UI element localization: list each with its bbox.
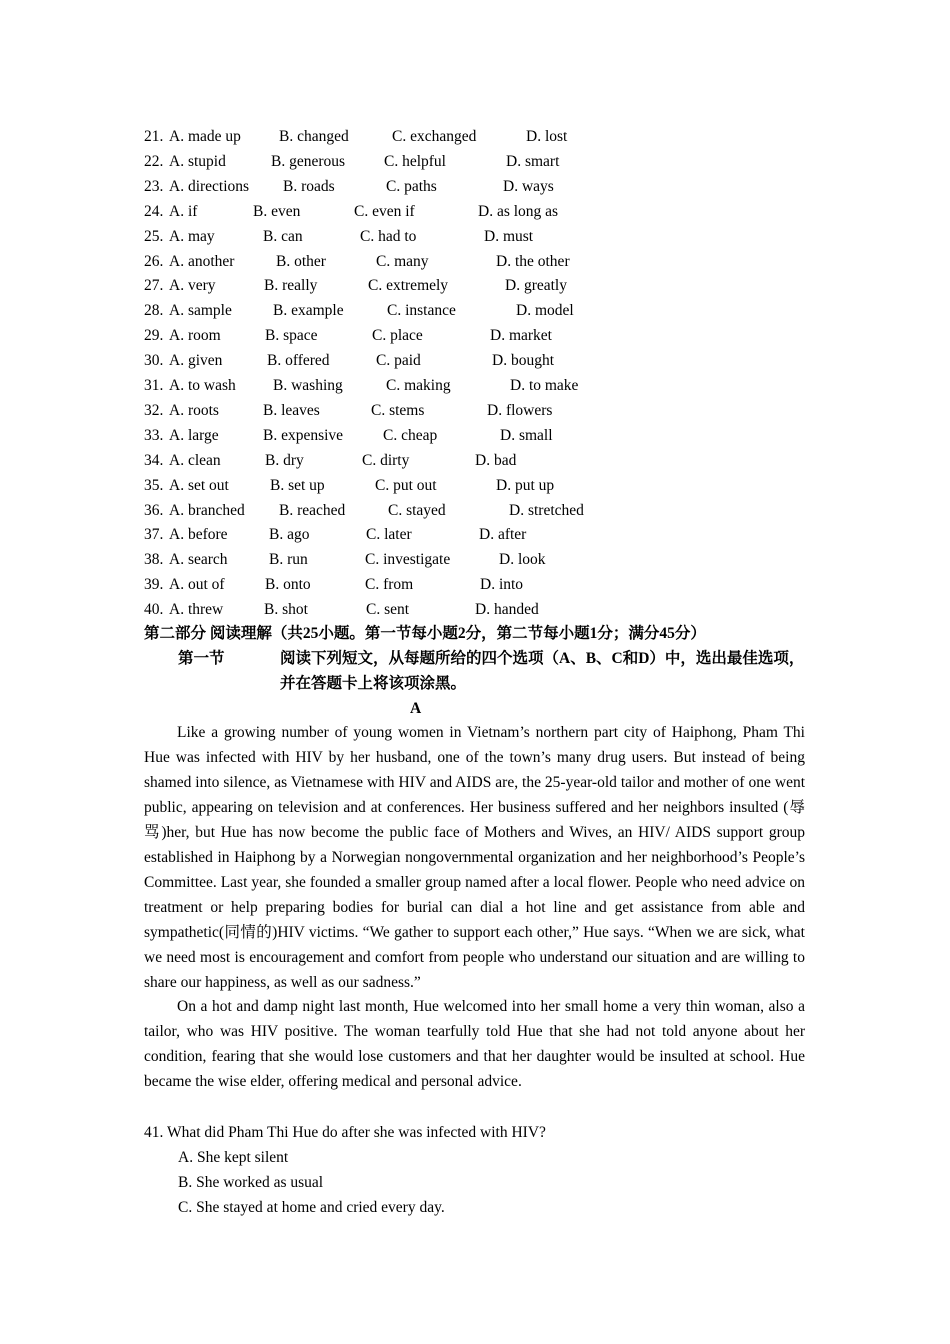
cloze-number: 30.: [144, 352, 164, 370]
cloze-option-d: D. as long as: [478, 202, 559, 220]
part2-heading: 第二部分 阅读理解（共25小题。第一节每小题2分，第二节每小题1分；满分45分）: [144, 625, 706, 642]
cloze-option-a: A. given: [169, 352, 223, 370]
cloze-option-c: C. place: [372, 327, 423, 345]
cloze-number: 27.: [144, 277, 164, 295]
cloze-number: 23.: [144, 177, 164, 195]
section1-instruction-line1: 阅读下列短文，从每题所给的四个选项（A、B、C和D）中，选出最佳选项，: [280, 650, 805, 667]
cloze-option-a: A. roots: [169, 401, 219, 419]
question-41-option-b: B. She worked as usual: [178, 1174, 324, 1191]
section1-instruction-line2: 并在答题卡上将该项涂黑。: [280, 675, 467, 692]
cloze-option-d: D. small: [500, 426, 553, 444]
cloze-number: 21.: [144, 128, 164, 145]
cloze-option-d: D. smart: [506, 152, 560, 170]
cloze-option-b: B. roads: [283, 177, 335, 195]
cloze-option-c: C. exchanged: [392, 128, 477, 145]
cloze-option-d: D. greatly: [505, 277, 567, 295]
cloze-number: 22.: [144, 152, 164, 170]
cloze-option-d: D. bought: [492, 352, 554, 370]
cloze-option-c: C. sent: [366, 601, 410, 619]
section1-label: 第一节: [178, 650, 225, 667]
cloze-option-b: B. onto: [265, 576, 311, 594]
question-41-option-c: C. She stayed at home and cried every day.: [178, 1199, 445, 1216]
cloze-option-c: C. many: [376, 252, 429, 270]
cloze-number: 36.: [144, 501, 164, 519]
cloze-option-a: A. if: [169, 202, 198, 220]
cloze-option-c: C. even if: [354, 202, 415, 220]
cloze-option-a: A. large: [169, 426, 219, 444]
cloze-option-d: D. after: [479, 526, 527, 544]
cloze-option-a: A. out of: [169, 576, 225, 594]
cloze-option-b: B. dry: [265, 451, 304, 469]
cloze-option-a: A. before: [169, 526, 228, 544]
cloze-option-b: B. offered: [267, 352, 330, 370]
cloze-option-b: B. washing: [273, 377, 343, 394]
cloze-number: 24.: [144, 202, 164, 220]
cloze-number: 34.: [144, 451, 164, 469]
cloze-option-d: D. look: [499, 551, 546, 569]
cloze-option-d: D. to make: [510, 377, 579, 394]
cloze-option-c: C. cheap: [383, 426, 438, 444]
cloze-option-b: B. shot: [264, 601, 308, 619]
cloze-option-d: D. bad: [475, 451, 517, 469]
cloze-option-b: B. really: [264, 277, 318, 295]
cloze-option-b: B. set up: [270, 476, 325, 494]
cloze-option-d: D. put up: [496, 476, 555, 494]
cloze-option-d: D. lost: [526, 128, 568, 145]
passage-paragraph-1: Like a growing number of young women in Vietnam’s northern part city of Haiphong, Pham Thi Hue was infected with HIV by her husband, one of the town’s many drug users. But instead of being shamed into silence, as Vietnamese with HIV and AIDS are, the 25-year-old tailor and mother of one went public, appearing on television and at conferences. Her business suffered and her neighbors insulted (辱骂)her, but Hue has now become the public face of Mothers and Wives, an HIV/ AIDS support group established in Haiphong by a Norwegian nongovernmental organization and her neighborhood’s People’s Committee. Last year, she founded a smaller group named after a local flower. People who need advice on treatment or help preparing bodies for burial can dial a hot line and get assistance from able and sympathetic(同情的)HIV victims. “We gather to support each other,” Hue says. “When we are sick, what we need most is encouragement and comfort from people who understand our situation and are willing to share our happiness, as well as our sadness.”: [144, 724, 805, 991]
cloze-option-b: B. ago: [269, 526, 310, 544]
cloze-option-c: C. stems: [371, 401, 425, 419]
passage-title: A: [410, 700, 422, 717]
cloze-option-a: A. room: [169, 327, 221, 345]
cloze-number: 33.: [144, 426, 164, 444]
cloze-number: 40.: [144, 601, 164, 619]
cloze-option-b: B. reached: [279, 501, 346, 519]
cloze-option-c: C. dirty: [362, 451, 410, 469]
cloze-option-a: A. set out: [169, 476, 229, 494]
cloze-option-b: B. generous: [271, 152, 346, 170]
cloze-number: 28.: [144, 302, 164, 320]
cloze-option-a: A. clean: [169, 451, 221, 469]
cloze-option-b: B. leaves: [263, 401, 320, 419]
cloze-option-a: A. another: [169, 252, 235, 270]
cloze-number: 32.: [144, 401, 164, 419]
cloze-option-b: B. space: [265, 327, 318, 345]
cloze-option-a: A. made up: [169, 128, 241, 145]
cloze-option-b: B. expensive: [263, 426, 344, 444]
cloze-number: 38.: [144, 551, 164, 569]
cloze-option-d: D. stretched: [509, 501, 584, 519]
cloze-option-b: B. can: [263, 227, 303, 245]
cloze-option-d: D. into: [480, 576, 524, 594]
cloze-option-a: A. branched: [169, 501, 245, 519]
cloze-option-b: B. run: [269, 551, 308, 569]
cloze-option-d: D. handed: [475, 601, 539, 619]
cloze-option-c: C. helpful: [384, 152, 446, 170]
cloze-option-a: A. threw: [169, 601, 224, 619]
cloze-option-c: C. had to: [360, 227, 417, 245]
question-41-stem: 41. What did Pham Thi Hue do after she was infected with HIV?: [144, 1124, 546, 1141]
cloze-option-b: B. other: [276, 252, 326, 270]
cloze-option-a: A. directions: [169, 177, 250, 195]
cloze-option-b: B. even: [253, 202, 301, 220]
cloze-number: 31.: [144, 377, 164, 394]
cloze-option-c: C. investigate: [365, 551, 451, 569]
cloze-number: 25.: [144, 227, 164, 245]
cloze-number: 35.: [144, 476, 164, 494]
cloze-option-c: C. extremely: [368, 277, 449, 295]
cloze-option-c: C. from: [365, 576, 414, 594]
cloze-option-d: D. model: [516, 302, 574, 320]
cloze-option-a: A. to wash: [169, 377, 236, 394]
cloze-option-d: D. market: [490, 327, 552, 345]
cloze-option-d: D. flowers: [487, 401, 553, 419]
cloze-option-c: C. put out: [375, 476, 437, 494]
passage-paragraph-2: On a hot and damp night last month, Hue welcomed into her small home a very thin woman, also a tailor, who was HIV positive. The woman tearfully told Hue that she had not told anyone about her condition, fearing that she would lose customers and that her daughter would be insulted at school. Hue became the wise elder, offering medical and personal advice.: [144, 998, 805, 1091]
cloze-option-a: A. stupid: [169, 152, 226, 170]
cloze-option-c: C. making: [386, 377, 451, 394]
cloze-option-a: A. very: [169, 277, 216, 295]
cloze-option-a: A. sample: [169, 302, 232, 320]
cloze-option-d: D. must: [484, 227, 534, 245]
cloze-number: 29.: [144, 327, 164, 345]
cloze-option-a: A. may: [169, 227, 215, 245]
cloze-number: 37.: [144, 526, 164, 544]
passage-a: [144, 721, 805, 1095]
cloze-option-c: C. later: [366, 526, 412, 544]
cloze-option-a: A. search: [169, 551, 228, 569]
question-41-option-a: A. She kept silent: [178, 1149, 289, 1166]
cloze-option-d: D. ways: [503, 177, 554, 195]
cloze-number: 26.: [144, 252, 164, 270]
cloze-option-c: C. stayed: [388, 501, 446, 519]
cloze-option-c: C. instance: [387, 302, 456, 320]
cloze-option-c: C. paths: [386, 177, 437, 195]
cloze-option-d: D. the other: [496, 252, 570, 270]
cloze-number: 39.: [144, 576, 164, 594]
cloze-option-b: B. example: [273, 302, 344, 320]
cloze-option-b: B. changed: [279, 128, 349, 145]
cloze-option-c: C. paid: [376, 352, 421, 370]
